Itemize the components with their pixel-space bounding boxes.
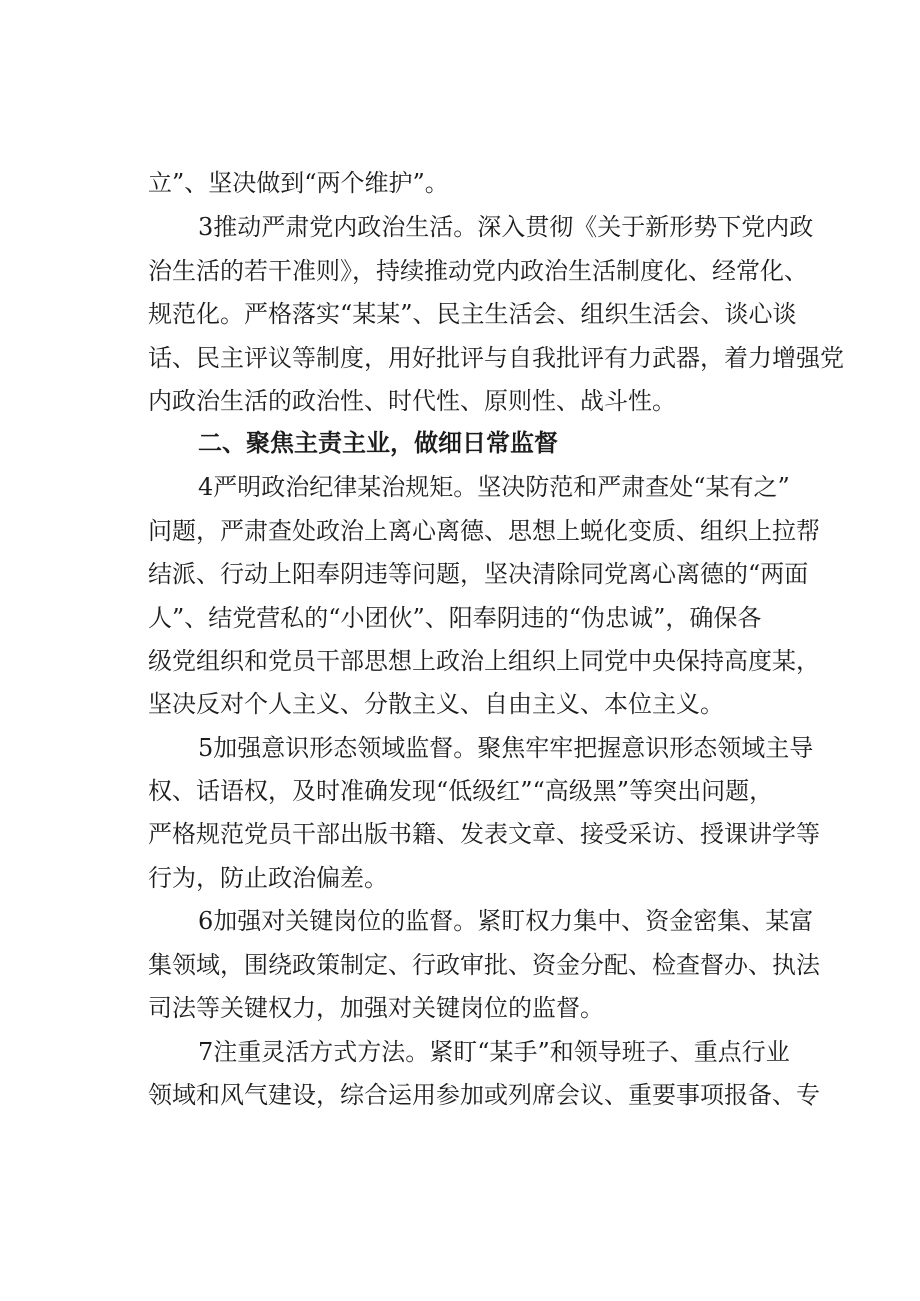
text-line: 领域和风气建设，综合运用参加或列席会议、重要事项报备、专 [148,1081,820,1109]
text-line: 权、话语权，及时准确发现“低级红”“高级黑”等突出问题， [148,777,774,805]
text-line: 治生活的若干准则》，持续推动党内政治生活制度化、经常化、 [148,257,808,285]
paragraph-3-line-1: 3推动严肃党内政治生活。深入贯彻《关于新形势下党内政 [198,213,814,241]
text-line: 司法等关键权力，加强对关键岗位的监督。 [148,994,604,1022]
paragraph-7-line-1: 7注重灵活方式方法。紧盯“某手”和领导班子、重点行业 [198,1038,790,1066]
text-line: 问题，严肃查处政治上离心离德、思想上蜕化变质、组织上拉帮 [148,517,820,545]
paragraph-5-line-1: 5加强意识形态领域监督。聚焦牢牢把握意识形态领域主导 [198,734,814,762]
text-line: 严格规范党员干部出版书籍、发表文章、接受采访、授课讲学等 [148,820,820,848]
paragraph-6-line-1: 6加强对关键岗位的监督。紧盯权力集中、资金密集、某富 [198,907,814,935]
text-line: 集领域，围绕政策制定、行政审批、资金分配、检查督办、执法 [148,951,820,979]
section-heading: 二、聚焦主责主业，做细日常监督 [198,429,558,457]
text-line: 结派、行动上阳奉阴违等问题，坚决清除同党离心离德的“两面 [148,560,809,588]
text-line: 人”、结党营私的“小团伙”、阳奉阴违的“伪忠诚”，确保各 [148,604,762,632]
text-line: 立”、坚决做到“两个维护”。 [148,169,449,197]
paragraph-4-line-1: 4严明政治纪律某治规矩。坚决防范和严肃查处“某有之” [198,473,790,501]
text-line: 坚决反对个人主义、分散主义、自由主义、本位主义。 [148,690,724,718]
text-line: 话、民主评议等制度，用好批评与自我批评有力武器，着力增强党 [148,344,844,372]
text-line: 行为，防止政治偏差。 [148,864,388,892]
text-line: 内政治生活的政治性、时代性、原则性、战斗性。 [148,387,676,415]
text-line: 级党组织和党员干部思想上政治上组织上同党中央保持高度某， [148,647,820,675]
text-line: 规范化。严格落实“某某”、民主生活会、组织生活会、谈心谈 [148,300,797,328]
